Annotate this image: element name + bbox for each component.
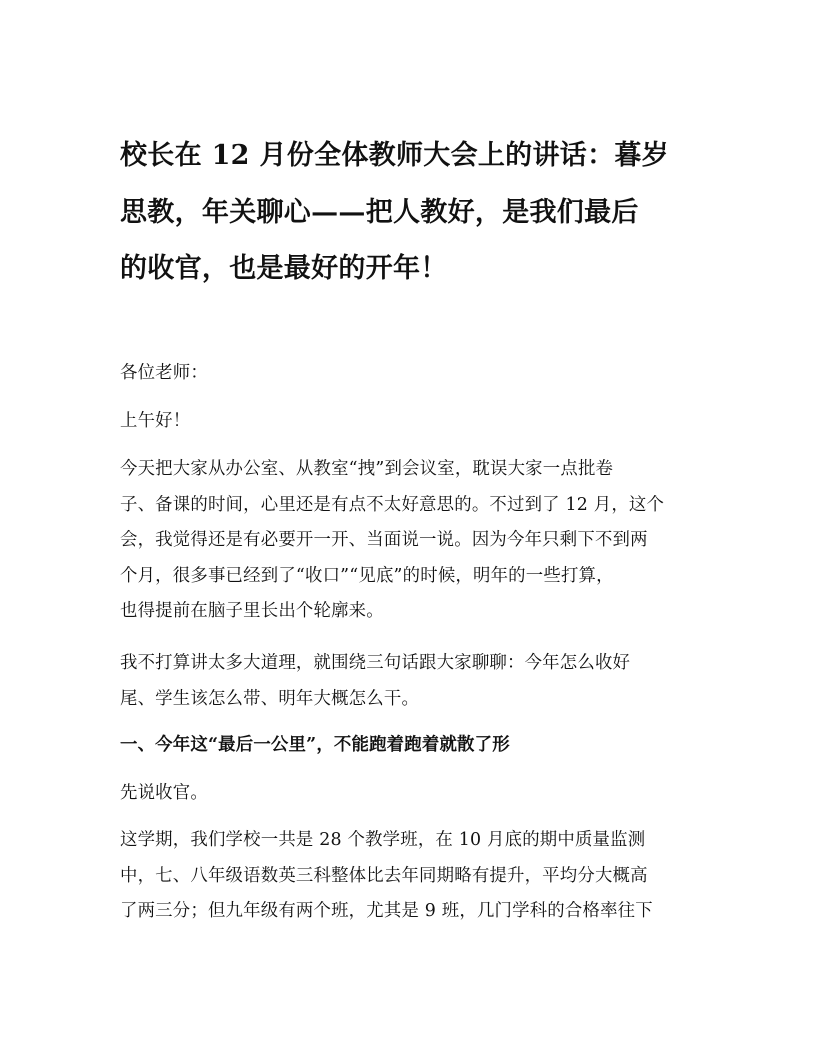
paragraph-line: 了两三分；但九年级有两个班，尤其是 9 班，几门学科的合格率往下 [120, 901, 653, 921]
paragraph-opening [120, 452, 720, 630]
paragraph-line: 尾、学生该怎么带、明年大概怎么干。 [120, 688, 420, 709]
title-line: 校长在 12 月份全体教师大会上的讲话：暮岁 [120, 140, 669, 171]
paragraph-line: 也得提前在脑子里长出个轮廓来。 [120, 601, 384, 621]
paragraph-line: 会，我觉得还是有必要开一开、当面说一说。因为今年只剩下不到两 [120, 530, 648, 550]
greeting [120, 404, 720, 440]
greeting-text: 上午好！ [120, 411, 191, 431]
paragraph-semester-results [120, 823, 720, 930]
paragraph-line: 这学期，我们学校一共是 28 个教学班，在 10 月底的期中质量监测 [120, 830, 646, 850]
paragraph-line: 今天把大家从办公室、从教室“拽”到会议室，耽误大家一点批卷 [120, 459, 614, 479]
section-heading-text: 一、今年这“最后一公里”，不能跑着跑着就散了形 [120, 735, 510, 755]
paragraph-overview [120, 646, 720, 717]
document-title [120, 128, 720, 298]
paragraph-line: 中，七、八年级语数英三科整体比去年同期略有提升，平均分大概高 [120, 865, 648, 886]
paragraph-closing-intro [120, 776, 720, 812]
paragraph-line: 个月，很多事已经到了“收口”“见底”的时候，明年的一些打算， [120, 565, 614, 586]
paragraph-line: 子、备课的时间，心里还是有点不太好意思的。不过到了 12 月，这个 [120, 494, 665, 515]
title-line: 思教，年关聊心——把人教好，是我们最后 [120, 196, 639, 228]
title-line: 的收官，也是最好的开年！ [120, 253, 448, 284]
section-heading-1 [120, 728, 720, 764]
paragraph-line: 我不打算讲太多大道理，就围绕三句话跟大家聊聊：今年怎么收好 [120, 653, 631, 673]
salutation-text: 各位老师： [120, 363, 208, 383]
paragraph-text: 先说收官。 [120, 783, 208, 803]
salutation [120, 356, 720, 392]
